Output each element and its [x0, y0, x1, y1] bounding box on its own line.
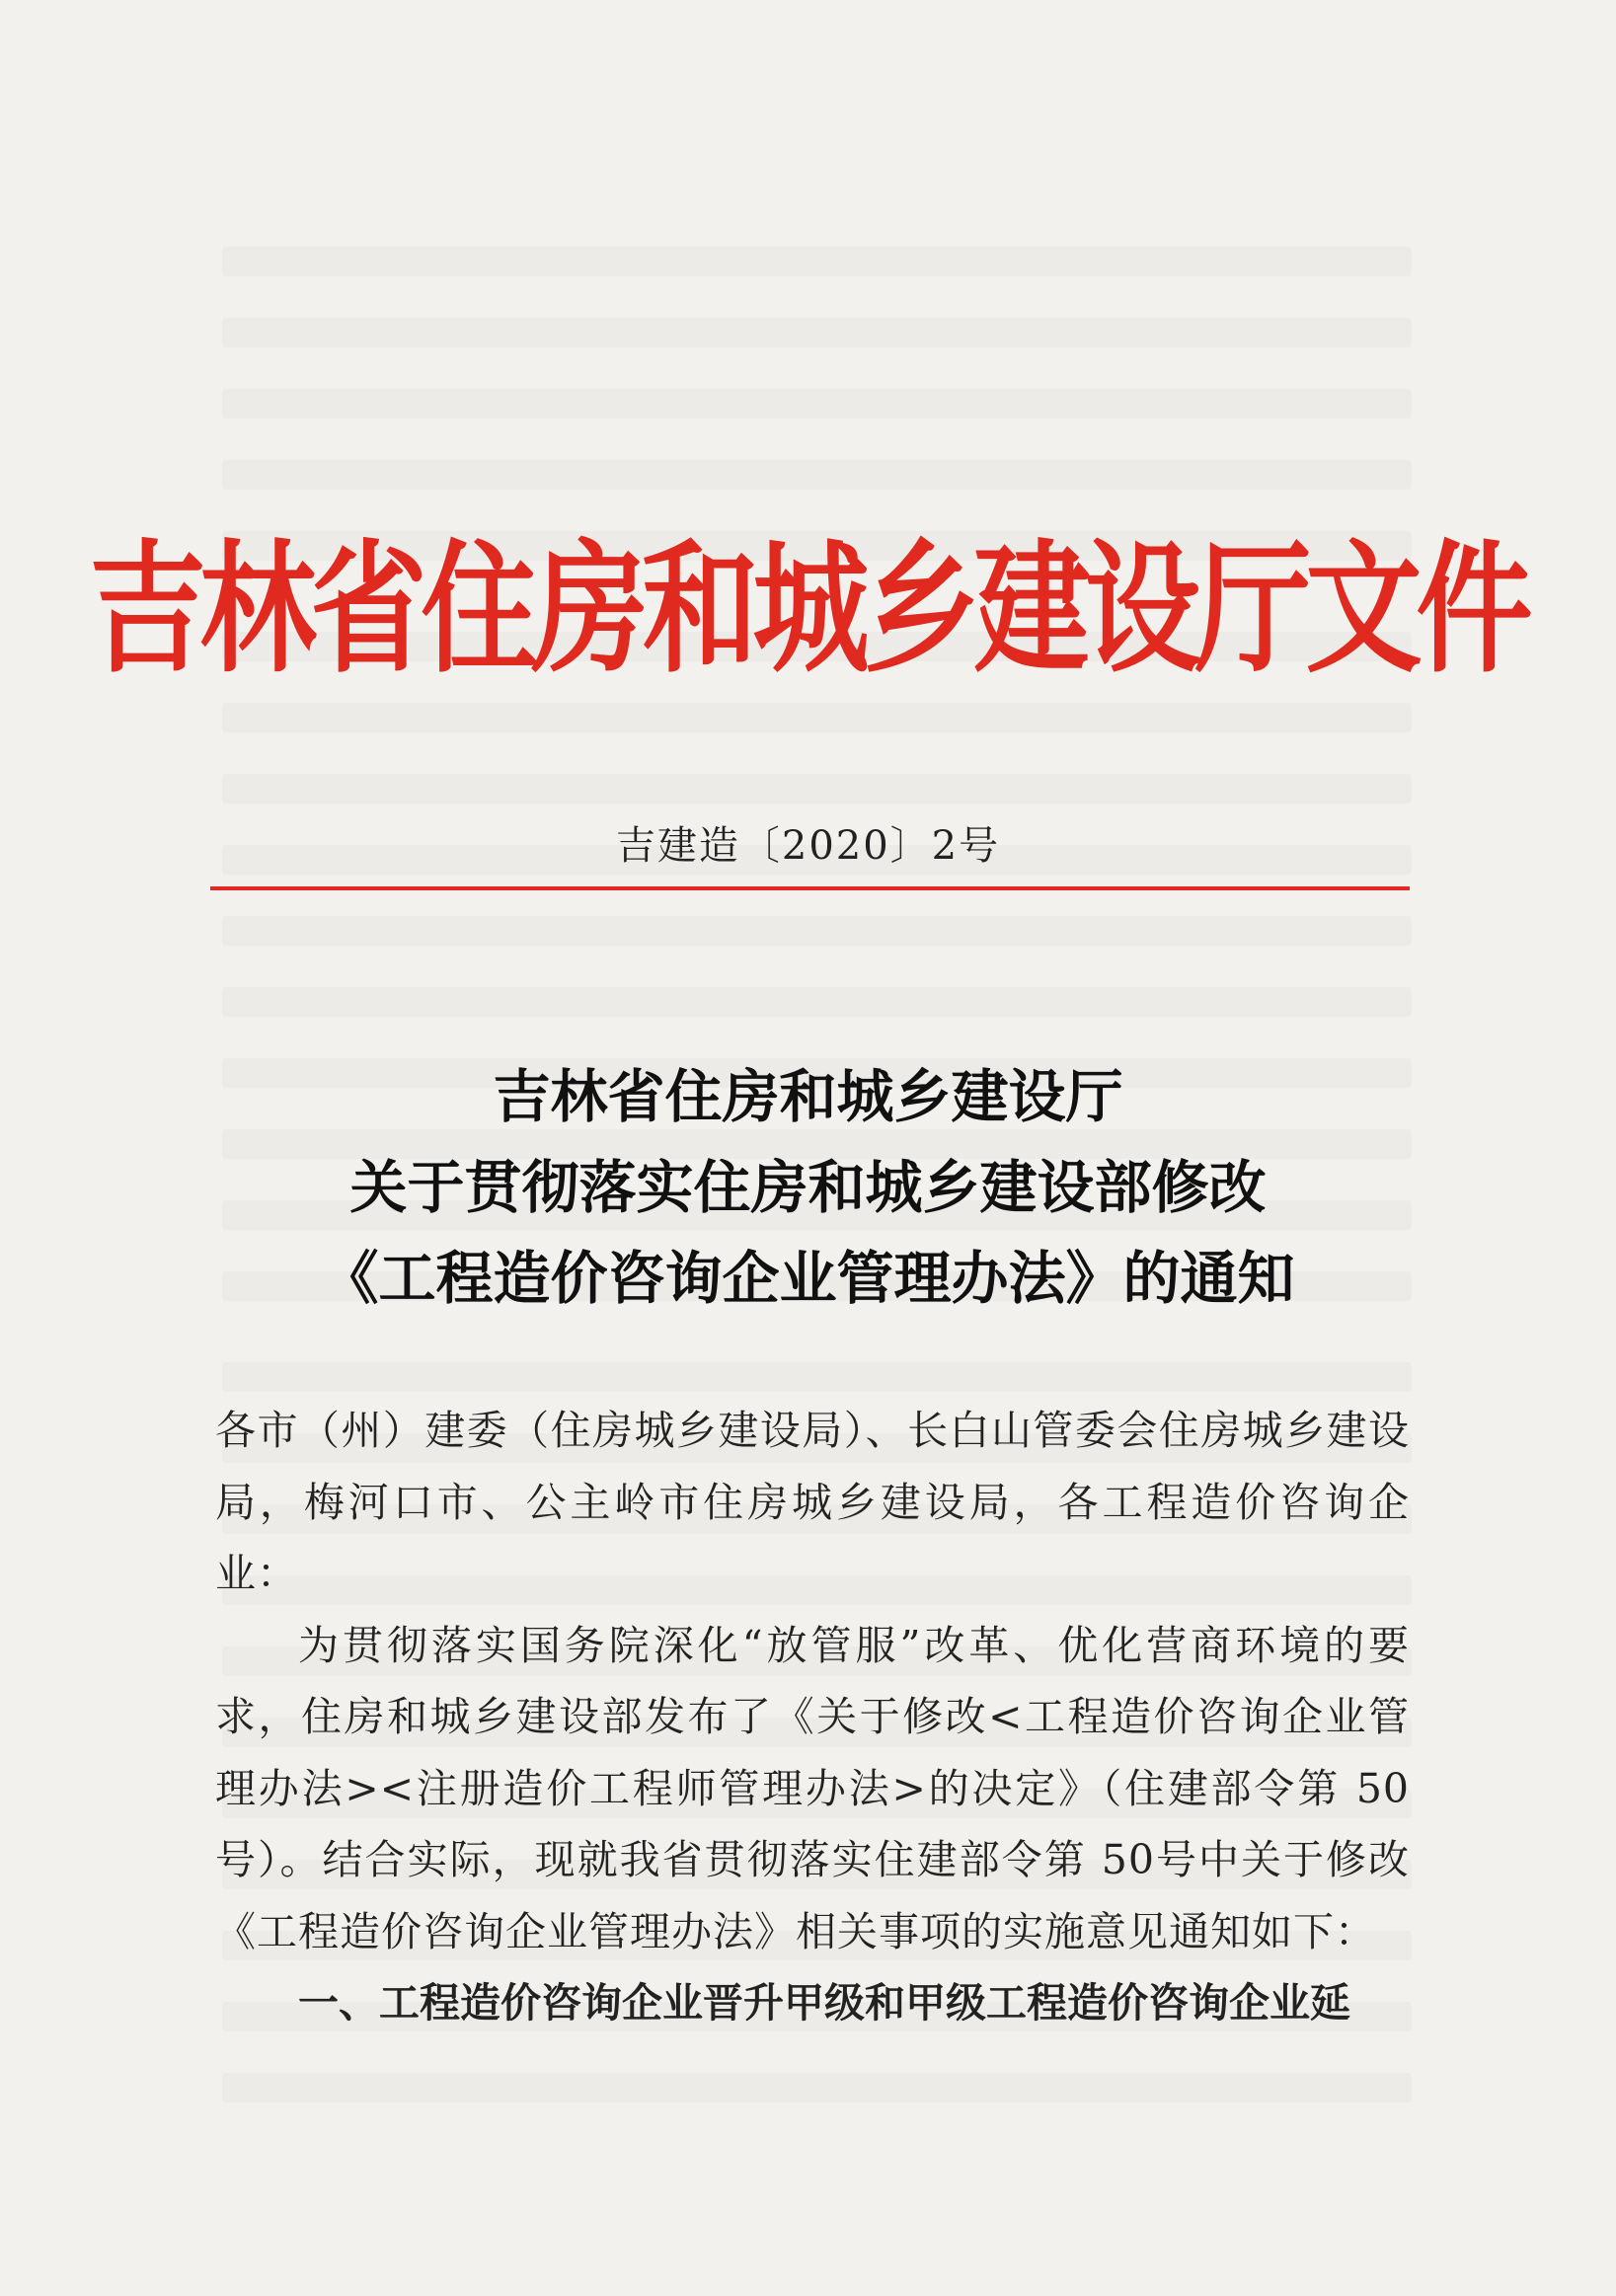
agency-file-title: 吉林省住房和城乡建设厅文件	[89, 524, 1527, 693]
addressees: 各市（州）建委（住房城乡建设局）、长白山管委会住房城乡建设局，梅河口市、公主岭市住房城乡建设局，各工程造价咨询企业：	[215, 1407, 1410, 1597]
red-divider-line	[210, 886, 1410, 890]
document-number: 吉建造〔2020〕2号	[615, 823, 1001, 869]
section-1-heading: 一、工程造价咨询企业晋升甲级和甲级工程造价咨询企业延	[298, 1979, 1350, 2027]
notice-title-line-2: 关于贯彻落实住房和城乡建设部修改	[349, 1154, 1267, 1221]
notice-title	[0, 1051, 1616, 1324]
notice-body	[215, 1395, 1410, 2039]
notice-title-line-3: 《工程造价咨询企业管理办法》的通知	[321, 1245, 1295, 1312]
body-paragraph-1: 为贯彻落实国务院深化“放管服”改革、优化营商环境的要求，住房和城乡建设部发布了《关于修改<工程造价咨询企业管理办法><注册造价工程师管理办法>的决定》（住建部令第 50号）。结合实际，现就我省贯彻落实住建部令第 50号中关于修改《工程造价咨询企业管理办法》相关事项的实施意见通知如下：	[215, 1621, 1410, 1955]
notice-title-line-1: 吉林省住房和城乡建设厅	[493, 1063, 1123, 1130]
